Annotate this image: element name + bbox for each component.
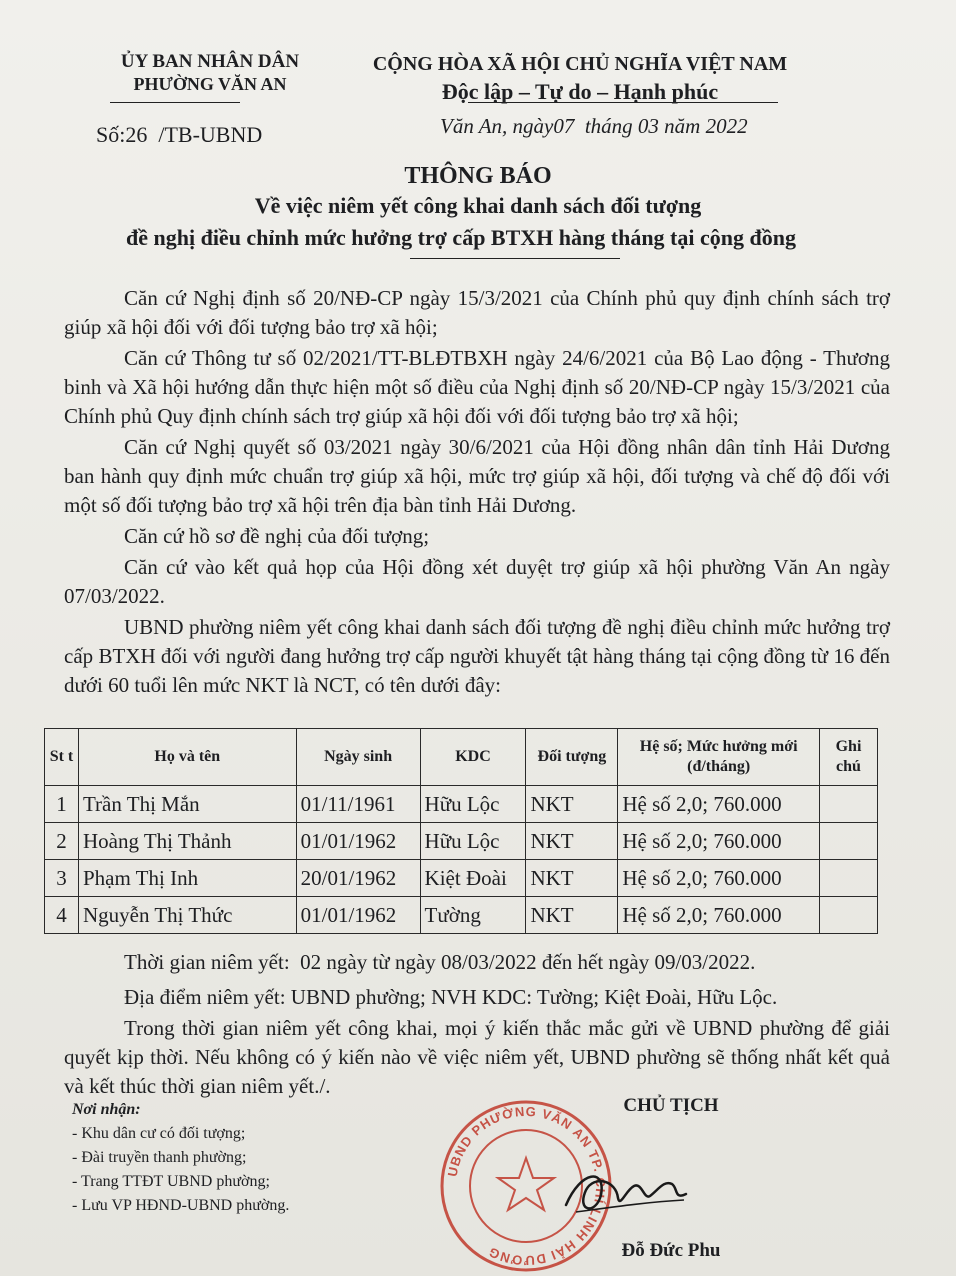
cell-name: Phạm Thị Inh [78,860,296,897]
cell-allowance: Hệ số 2,0; 760.000 [618,897,820,934]
cell-allowance: Hệ số 2,0; 760.000 [618,823,820,860]
paragraph: Căn cứ vào kết quả họp của Hội đồng xét duyệt trợ giúp xã hội phường Văn An ngày 07/03/2022. [64,555,890,608]
cell-dob: 01/01/1962 [296,823,420,860]
cell-note [820,823,878,860]
preamble [64,284,890,700]
national-motto: Độc lập – Tự do – Hạnh phúc [441,79,719,104]
document-number: Số:26 /TB-UBND [96,122,263,147]
authority-line-2: PHƯỜNG VĂN AN [133,74,287,94]
cell-name: Nguyễn Thị Thức [78,897,296,934]
cell-kdc: Hữu Lộc [420,823,526,860]
col-header-allowance: Hệ số; Mức hưởng mới (đ/tháng) [618,729,820,786]
cell-allowance: Hệ số 2,0; 760.000 [618,860,820,897]
posting-period: Thời gian niêm yết: 02 ngày từ ngày 08/03/2022 đến hết ngày 09/03/2022. [124,950,756,974]
cell-stt: 1 [45,786,79,823]
document-date: Văn An, ngày07 tháng 03 năm 2022 [440,114,748,138]
cell-category: NKT [526,897,618,934]
motto-underline [468,102,778,103]
beneficiary-table [44,728,878,934]
cell-kdc: Tường [420,897,526,934]
posting-details [64,948,890,1101]
col-header-name: Họ và tên [78,729,296,786]
recipient-item: - Đài truyền thanh phường; [72,1149,247,1166]
recipient-item: - Khu dân cư có đối tượng; [72,1125,246,1142]
paragraph: Căn cứ Nghị định số 20/NĐ-CP ngày 15/3/2021 của Chính phủ quy định chính sách trợ giúp xã hội đối với đối tượng bảo trợ xã hội; [64,286,890,339]
cell-name: Trần Thị Mắn [78,786,296,823]
table-row [45,860,878,897]
signer-title: CHỦ TỊCH [623,1095,719,1116]
signer-name: Đỗ Đức Phu [621,1240,721,1261]
cell-kdc: Hữu Lộc [420,786,526,823]
recipients-block [72,1098,289,1218]
title-underline [410,258,620,259]
cell-dob: 01/01/1962 [296,897,420,934]
table-row [45,823,878,860]
cell-category: NKT [526,823,618,860]
national-header [360,50,800,106]
cell-category: NKT [526,860,618,897]
handwritten-signature [546,1150,696,1230]
cell-dob: 01/11/1961 [296,786,420,823]
cell-category: NKT [526,786,618,823]
document-title: THÔNG BÁO [404,163,552,189]
col-header-dob: Ngày sinh [296,729,420,786]
col-header-note: Ghi chú [820,729,878,786]
paragraph: Căn cứ Thông tư số 02/2021/TT-BLĐTBXH ngày 24/6/2021 của Bộ Lao động - Thương binh và Xã hội hướng dẫn thực hiện một số điều của Nghị định số 20/NĐ-CP ngày 15/3/2021 của Chính phủ Quy định chính sách trợ giúp xã hội đối với đối tượng bảo trợ xã hội; [64,346,890,428]
cell-stt: 4 [45,897,79,934]
authority-line-1: ỦY BAN NHÂN DÂN [120,51,300,72]
col-header-kdc: KDC [420,729,526,786]
cell-note [820,860,878,897]
table-row [45,786,878,823]
authority-underline [110,102,240,103]
document-subtitle-2: đề nghị điều chỉnh mức hưởng trợ cấp BTXH hàng tháng tại cộng đồng [126,225,796,250]
posting-location: Địa điểm niêm yết: UBND phường; NVH KDC: Tường; Kiệt Đoài, Hữu Lộc. [124,985,778,1009]
recipients-heading: Nơi nhận: [72,1101,141,1118]
col-header-stt: St t [45,729,79,786]
cell-dob: 20/01/1962 [296,860,420,897]
cell-note [820,786,878,823]
table-header-row [45,729,878,786]
cell-allowance: Hệ số 2,0; 760.000 [618,786,820,823]
cell-stt: 2 [45,823,79,860]
country-name: CỘNG HÒA XÃ HỘI CHỦ NGHĨA VIỆT NAM [372,53,788,75]
cell-stt: 3 [45,860,79,897]
table-row [45,897,878,934]
recipient-item: - Lưu VP HĐND-UBND phường. [72,1197,290,1214]
posting-note: Trong thời gian niêm yết công khai, mọi ý kiến thắc mắc gửi về UBND phường để giải quyết kịp thời. Nếu không có ý kiến nào về việc niêm yết, UBND phường sẽ thống nhất kết quả và kết thúc thời gian niêm yết./. [64,1016,890,1098]
paragraph: UBND phường niêm yết công khai danh sách đối tượng đề nghị điều chỉnh mức hưởng trợ cấp BTXH đối với người đang hưởng trợ cấp người khuyết tật hàng tháng tại cộng đồng từ 16 đến dưới 60 tuổi lên mức NKT là NCT, có tên dưới đây: [64,615,890,697]
document-subtitle-1: Về việc niêm yết công khai danh sách đối tượng [254,193,702,218]
paragraph: Căn cứ Nghị quyết số 03/2021 ngày 30/6/2021 của Hội đồng nhân dân tỉnh Hải Dương ban hành quy định mức chuẩn trợ giúp xã hội, mức trợ giúp xã hội, đối tượng và chế độ đối với một số đối tượng bảo trợ xã hội trên địa bàn tỉnh Hải Dương. [64,435,890,517]
recipient-item: - Trang TTĐT UBND phường; [72,1173,270,1190]
col-header-category: Đối tượng [526,729,618,786]
cell-name: Hoàng Thị Thảnh [78,823,296,860]
cell-kdc: Kiệt Đoài [420,860,526,897]
cell-note [820,897,878,934]
paragraph: Căn cứ hồ sơ đề nghị của đối tượng; [124,524,430,548]
issuing-authority [70,50,350,96]
seal-text: UBND PHƯỜNG VĂN AN TP. CHÍ LINH HẢI DƯƠNG [444,1103,609,1269]
